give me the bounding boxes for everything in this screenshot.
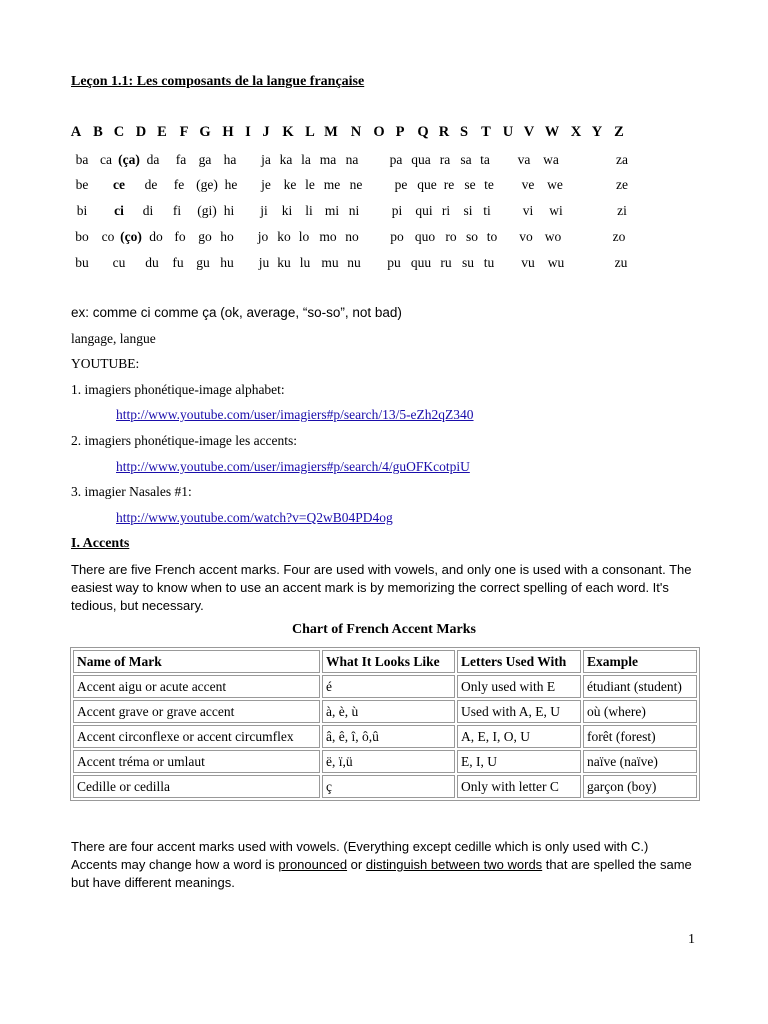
syllable: ji (260, 203, 268, 218)
mark-letters-cell: E, I, U (457, 750, 581, 773)
syllable: di (142, 203, 154, 218)
closing-text-2c: that are spelled the same but have different meanings. (71, 857, 692, 890)
closing-text-2b: or (347, 857, 366, 872)
syllable: sa (460, 152, 472, 167)
table-row (73, 750, 697, 773)
syllable: bu (75, 255, 89, 270)
syllable: si (463, 203, 473, 218)
syllable: se (464, 177, 476, 192)
alphabet-letter: O (373, 124, 385, 140)
mark-name-cell: Accent tréma or umlaut (73, 750, 320, 773)
syllable: la (301, 152, 311, 167)
syllable: ku (277, 255, 291, 270)
syllable: ni (348, 203, 360, 218)
alphabet-letter: C (113, 124, 125, 140)
syllable: lo (298, 229, 310, 244)
syllable: zu (614, 255, 628, 270)
alphabet-letter: G (199, 124, 211, 140)
words-line: langage, langue (71, 331, 156, 346)
syllable: lu (299, 255, 311, 270)
col-header-letters: Letters Used With (457, 650, 581, 673)
alphabet-letter: I (245, 124, 251, 140)
mark-letters-cell: A, E, I, O, U (457, 725, 581, 748)
syllable: cu (112, 255, 126, 270)
syllable: (ço) (120, 229, 142, 244)
syllable: wi (549, 203, 563, 218)
mark-example-cell: garçon (boy) (583, 775, 697, 798)
syllable: ti (483, 203, 491, 218)
syllable: wu (547, 255, 565, 270)
alphabet-letter: E (157, 124, 167, 140)
mark-letters-cell: Only with letter C (457, 775, 581, 798)
alphabet-letter: Y (591, 124, 603, 140)
syllable: jo (257, 229, 269, 244)
syllable: we (547, 177, 563, 192)
syllable: ba (75, 152, 89, 167)
youtube-label: YOUTUBE: (71, 356, 140, 371)
syllable: ta (480, 152, 490, 167)
syllable: fa (175, 152, 187, 167)
chart-title: Chart of French Accent Marks (291, 622, 477, 637)
table-body (73, 675, 697, 798)
syllable: be (75, 177, 89, 192)
syllable: (ça) (118, 152, 140, 167)
syllable: ho (220, 229, 234, 244)
mark-looks-cell: ë, ï,ü (322, 750, 455, 773)
syllable: qui (415, 203, 433, 218)
syllable: ca (100, 152, 112, 167)
syllable: ke (283, 177, 297, 192)
mark-example-cell: forêt (forest) (583, 725, 697, 748)
table-header-row (73, 650, 697, 673)
mark-letters-cell: Used with A, E, U (457, 700, 581, 723)
alphabet-letter: H (222, 124, 234, 140)
resource-label-1: 1. imagiers phonétique-image alphabet: (71, 382, 285, 397)
syllable: fe (173, 177, 185, 192)
syllable: na (345, 152, 359, 167)
syllable: nu (347, 255, 361, 270)
syllable: de (144, 177, 158, 192)
resource-label-2: 2. imagiers phonétique-image les accents: (71, 433, 298, 448)
syllable: re (443, 177, 455, 192)
closing-text-1: There are four accent marks used with vowels. (Everything except cedille which is only used with C.) (71, 839, 649, 854)
alphabet-letter: K (282, 124, 294, 140)
intro-text: There are five French accent marks. Four are used with vowels, and only one is used with a consonant. The easiest way to know when to use an accent mark is by memorizing the correct spelling of each word. It's tedious, but necessary. (71, 562, 692, 613)
section-heading: I. Accents (71, 536, 130, 551)
syllable: co (101, 229, 115, 244)
closing-paragraph (71, 838, 711, 892)
syllable: ga (198, 152, 212, 167)
syllable: ci (114, 203, 124, 218)
syllable: po (390, 229, 404, 244)
alphabet-letter: V (523, 124, 535, 140)
table-row (73, 775, 697, 798)
syllable: ko (277, 229, 291, 244)
syllable: do (149, 229, 163, 244)
syllable: no (345, 229, 359, 244)
syllable: mi (324, 203, 340, 218)
distinguish-link[interactable]: distinguish between two words (365, 857, 543, 872)
accent-table (70, 647, 700, 801)
syllable: pe (394, 177, 408, 192)
syllable: bo (75, 229, 89, 244)
syllable: ju (258, 255, 270, 270)
syllable: qua (411, 152, 431, 167)
syllable: go (198, 229, 212, 244)
mark-looks-cell: à, è, ù (322, 700, 455, 723)
syllable: te (484, 177, 494, 192)
alphabet-letter: D (135, 124, 147, 140)
syllable: va (517, 152, 531, 167)
syllable: ja (261, 152, 271, 167)
alphabet-letter: M (324, 124, 338, 140)
syllable: quu (410, 255, 432, 270)
syllable-row (0, 152, 768, 172)
syllable: vi (522, 203, 534, 218)
mark-looks-cell: é (322, 675, 455, 698)
syllable: ka (279, 152, 293, 167)
mark-letters-cell: Only used with E (457, 675, 581, 698)
syllable: ra (439, 152, 451, 167)
syllable: ro (445, 229, 457, 244)
table-row (73, 675, 697, 698)
alphabet-letter: Z (614, 124, 624, 140)
closing-text-2 (71, 856, 711, 892)
mark-example-cell: naïve (naïve) (583, 750, 697, 773)
alphabet-letter: L (305, 124, 315, 140)
col-header-looks: What It Looks Like (322, 650, 455, 673)
closing-text-2a: Accents may change how a word is (71, 857, 279, 872)
resource-link-1[interactable]: http://www.youtube.com/user/imagiers#p/search/13/5-eZh2qZ340 (116, 407, 474, 422)
syllable: pi (391, 203, 403, 218)
alphabet-letter: R (438, 124, 450, 140)
alphabet-letter: X (570, 124, 582, 140)
syllable: gu (196, 255, 210, 270)
syllable: ma (319, 152, 337, 167)
mark-name-cell: Accent circonflexe or accent circumflex (73, 725, 320, 748)
alphabet-letter: W (544, 124, 560, 140)
syllable: (ge) (196, 177, 218, 192)
syllable: quo (414, 229, 436, 244)
alphabet-letter: F (179, 124, 189, 140)
mark-name-cell: Accent aigu or acute accent (73, 675, 320, 698)
syllable: zi (617, 203, 627, 218)
syllable: za (616, 152, 628, 167)
syllable-row (0, 229, 768, 249)
syllable: so (465, 229, 479, 244)
pronounced-link[interactable]: pronounced (278, 857, 348, 872)
syllable-row (0, 203, 768, 223)
alphabet-letter: S (459, 124, 469, 140)
resource-label-3: 3. imagier Nasales #1: (71, 484, 192, 499)
syllable: ri (441, 203, 451, 218)
intro-paragraph (71, 561, 711, 615)
syllable-row (0, 177, 768, 197)
table-row (73, 700, 697, 723)
syllable: wo (544, 229, 562, 244)
alphabet-letter: T (481, 124, 491, 140)
syllable: ru (440, 255, 452, 270)
syllable: ve (521, 177, 535, 192)
syllable: fi (172, 203, 182, 218)
syllable: zo (612, 229, 626, 244)
syllable: bi (76, 203, 88, 218)
syllable: ne (349, 177, 363, 192)
syllable: fo (174, 229, 186, 244)
mark-example-cell: étudiant (student) (583, 675, 697, 698)
mark-looks-cell: â, ê, î, ô,û (322, 725, 455, 748)
alphabet-letter: N (350, 124, 362, 140)
syllable: to (486, 229, 498, 244)
alphabet-letter: U (502, 124, 514, 140)
mark-name-cell: Cedille or cedilla (73, 775, 320, 798)
syllable: mu (321, 255, 339, 270)
syllable: da (146, 152, 160, 167)
syllable: mo (319, 229, 337, 244)
mark-example-cell: où (where) (583, 700, 697, 723)
alphabet-letter: P (395, 124, 405, 140)
alphabet-row (0, 124, 768, 144)
syllable: du (145, 255, 159, 270)
syllable: ce (113, 177, 125, 192)
syllable: ze (616, 177, 628, 192)
table-row (73, 725, 697, 748)
syllable: li (305, 203, 313, 218)
syllable: vu (521, 255, 535, 270)
syllable: wa (543, 152, 559, 167)
syllable: he (224, 177, 238, 192)
syllable: ki (281, 203, 293, 218)
syllable-row (0, 255, 768, 275)
alphabet-letter: B (93, 124, 103, 140)
syllable: le (305, 177, 315, 192)
syllable: que (417, 177, 437, 192)
lesson-title: Leçon 1.1: Les composants de la langue française (71, 74, 365, 89)
alphabet-letter: J (262, 124, 270, 140)
col-header-example: Example (583, 650, 697, 673)
mark-looks-cell: ç (322, 775, 455, 798)
syllable: su (461, 255, 475, 270)
syllable: pa (389, 152, 403, 167)
syllable: fu (172, 255, 184, 270)
syllable: tu (483, 255, 495, 270)
alphabet-letter: A (70, 124, 82, 140)
syllable: je (261, 177, 271, 192)
syllable: hu (220, 255, 234, 270)
syllable: pu (387, 255, 401, 270)
syllable: me (323, 177, 341, 192)
syllable: ha (223, 152, 237, 167)
syllable: vo (519, 229, 533, 244)
alphabet-letter: Q (417, 124, 429, 140)
syllable: (gi) (197, 203, 217, 218)
example-line: ex: comme ci comme ça (ok, average, “so-so”, not bad) (71, 305, 402, 320)
mark-name-cell: Accent grave or grave accent (73, 700, 320, 723)
resource-link-2[interactable]: http://www.youtube.com/user/imagiers#p/search/4/guOFKcotpiU (116, 459, 470, 474)
col-header-name: Name of Mark (73, 650, 320, 673)
resource-link-3[interactable]: http://www.youtube.com/watch?v=Q2wB04PD4og (116, 510, 393, 525)
page-number: 1 (688, 932, 695, 947)
syllable: hi (223, 203, 235, 218)
